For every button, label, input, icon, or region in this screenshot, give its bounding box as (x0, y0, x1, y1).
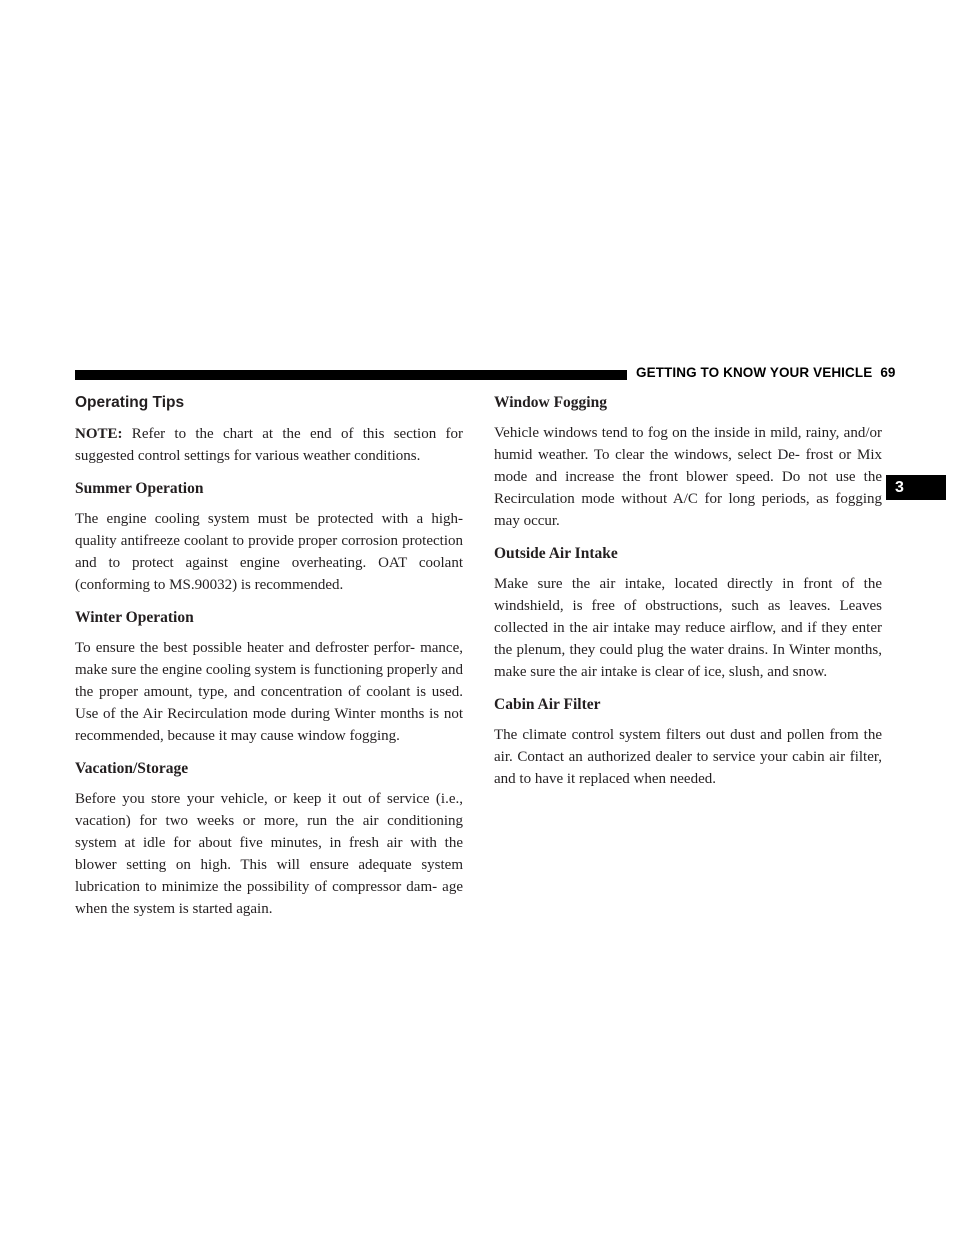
summer-operation-heading: Summer Operation (75, 480, 204, 497)
cabin-air-filter-body: The climate control system filters out dust and pollen from the air. Contact an authorized dealer to service your cabin air filter, and to have it replaced when needed. (494, 727, 882, 787)
running-header (636, 365, 896, 380)
note-paragraph (75, 423, 463, 467)
window-fogging-heading: Window Fogging (494, 394, 607, 411)
winter-operation-heading: Winter Operation (75, 609, 194, 626)
chapter-tab: 3 (886, 475, 946, 500)
vacation-storage-body: Before you store your vehicle, or keep it out of service (i.e., vacation) for two weeks or more, run the air conditioning system at idle for about five minutes, in fresh air with the blower setting on high. This will ensure adequate system lubrication to minimize the possibility of compressor dam- age when the system is started again. (75, 791, 463, 917)
operating-tips-heading: Operating Tips (75, 394, 185, 411)
vacation-storage-heading: Vacation/Storage (75, 760, 189, 777)
page-number: 69 (880, 365, 896, 380)
note-text: Refer to the chart at the end of this section for suggested control settings for various weather conditions. (75, 426, 463, 464)
outside-air-intake-heading: Outside Air Intake (494, 545, 618, 562)
header-rule (75, 370, 627, 380)
window-fogging-body: Vehicle windows tend to fog on the inside in mild, rainy, and/or humid weather. To clear the windows, select De- frost or Mix mode and increase the front blower speed. Do not use the Recirculation mode without A/C for long periods, as fogging may occur. (494, 425, 882, 529)
winter-operation-body: To ensure the best possible heater and defroster perfor- mance, make sure the engine cooling system is functioning properly and the proper amount, type, and concentration of coolant is used. Use of the Air Recirculation mode during Winter months is not recommended, because it may cause window fogging. (75, 640, 463, 744)
left-column (75, 393, 463, 932)
cabin-air-filter-heading: Cabin Air Filter (494, 696, 601, 713)
note-label: NOTE: (75, 426, 123, 442)
outside-air-intake-body: Make sure the air intake, located directly in front of the windshield, is free of obstructions, such as leaves. Leaves collected in the air intake may reduce airflow, and if they enter the plenum, they could plug the water drains. In Winter months, make sure the air intake is clear of ice, slush, and snow. (494, 576, 882, 680)
right-column (494, 393, 882, 802)
section-title: GETTING TO KNOW YOUR VEHICLE (636, 365, 873, 380)
summer-operation-body: The engine cooling system must be protected with a high-quality antifreeze coolant to provide proper corrosion protection and to protect against engine overheating. OAT coolant (conforming to MS.90032) is recommended. (75, 511, 463, 593)
